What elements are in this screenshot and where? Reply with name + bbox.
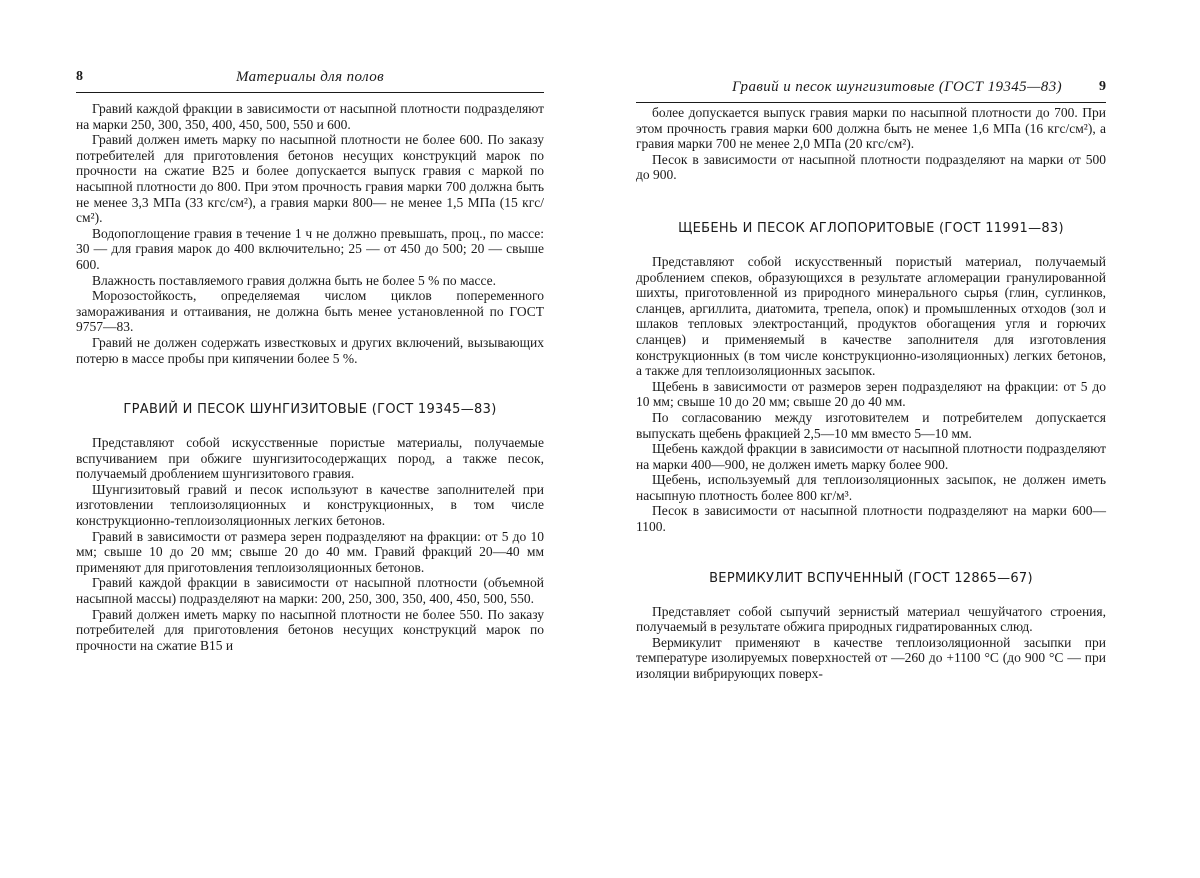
paragraph: Гравий должен иметь марку по насыпной плотности не более 550. По заказу потребителей для приготовления бетонов несущих конструкций марок по прочности на сжатие В15 и	[76, 606, 544, 653]
paragraph: Гравий в зависимости от размера зерен подразделяют на фракции: от 5 до 10 мм; свыше 10 до 20 мм; свыше 20 до 40 мм. Гравий фракций 20—40 мм применяют для приготовления теплоизоляционных бетонов.	[76, 528, 544, 575]
section-heading-agloporit: ЩЕБЕНЬ И ПЕСОК АГЛОПОРИТОВЫЕ (ГОСТ 11991—83)	[678, 220, 1064, 236]
left-top-text	[76, 101, 544, 366]
paragraph: Гравий должен иметь марку по насыпной плотности не более 600. По заказу потребителей для приготовления бетонов несущих конструкций марок по прочности на сжатие В25 и более допускается выпуск гравия с маркой по насыпной плотности до 800. При этом прочность гравия марки 700 должна быть не менее 3,3 МПа (33 кгс/см²), а гравия марки 800— не менее 1,5 МПа (15 кгс/см²).	[76, 132, 544, 226]
paragraph: Влажность поставляемого гравия должна быть не более 5 % по массе.	[92, 272, 497, 288]
paragraph: Гравий каждой фракции в зависимости от насыпной плотности (объемной насыпной массы) подразделяют на марки: 200, 250, 300, 350, 400, 450, 500, 550.	[76, 575, 544, 607]
paragraph: Щебень, используемый для теплоизоляционных засыпок, не должен иметь насыпную плотность более 800 кг/м³.	[636, 472, 1106, 503]
paragraph: Щебень в зависимости от размеров зерен подразделяют на фракции: от 5 до 10 мм; свыше 10 до 20 мм; свыше 20 до 40 мм.	[636, 378, 1106, 410]
right-page	[636, 0, 1106, 878]
right-section2-text	[636, 604, 1106, 682]
right-section1-text	[636, 254, 1106, 535]
right-running-head	[636, 78, 1106, 103]
paragraph: Песок в зависимости от насыпной плотности подразделяют на марки 600—1100.	[636, 503, 1106, 535]
paragraph: Представляет собой сыпучий зернистый материал чешуйчатого строения, получаемый в результате обжига природных гидратированных слюд.	[636, 603, 1106, 635]
section-heading-vermiculite: ВЕРМИКУЛИТ ВСПУЧЕННЫЙ (ГОСТ 12865—67)	[709, 570, 1033, 586]
left-page-number: 8	[76, 69, 83, 84]
right-running-title: Гравий и песок шунгизитовые (ГОСТ 19345—83)	[732, 79, 1062, 95]
paragraph: По согласованию между изготовителем и потребителем допускается выпускать щебень фракцией 2,5—10 мм вместо 5—10 мм.	[636, 409, 1106, 441]
left-page	[76, 0, 544, 878]
section-heading-shungizit: ГРАВИЙ И ПЕСОК ШУНГИЗИТОВЫЕ (ГОСТ 19345—83)	[123, 402, 497, 418]
paragraph: Гравий каждой фракции в зависимости от насыпной плотности подразделяют на марки 250, 300, 350, 400, 450, 500, 550 и 600.	[76, 101, 544, 132]
paragraph: Морозостойкость, определяемая числом циклов попеременного замораживания и оттаивания, не должна быть менее установленной по ГОСТ 9757—83.	[76, 288, 544, 335]
paragraph: Шунгизитовый гравий и песок используют в качестве заполнителей при изготовлении теплоизоляционных и конструкционных, в том числе конструкционно-теплоизоляционных легких бетонов.	[76, 481, 544, 529]
paragraph: Песок в зависимости от насыпной плотности подразделяют на марки от 500 до 900.	[636, 151, 1106, 183]
paragraph: Щебень каждой фракции в зависимости от насыпной плотности подразделяют на марки 400—900, не должен иметь марку более 900.	[636, 441, 1106, 472]
paragraph: более допускается выпуск гравия марки по насыпной плотности до 700. При этом прочность гравия марки 600 должна быть не менее 1,6 МПа (16 кгс/см²), а гравия марки 700 не менее 2,0 МПа (20 кгс/см²).	[636, 105, 1106, 152]
left-running-head	[76, 68, 544, 93]
paragraph: Водопоглощение гравия в течение 1 ч не должно превышать, проц., по массе: 30 — для гравия марок до 400 включительно; 25 — от 450 до 500; 20 — свыше 600.	[76, 225, 544, 272]
paragraph: Представляют собой искусственные пористые материалы, получаемые вспучиванием при обжиге шунгизитосодержащих пород, а также песок, получаемый дроблением шунгизитового гравия.	[76, 435, 544, 482]
paragraph: Вермикулит применяют в качестве теплоизоляционной засыпки при температуре изолируемых поверхностей от —260 до +1100 °С (до 900 °С — при изоляции вибрирующих поверх-	[636, 634, 1106, 682]
paragraph: Гравий не должен содержать известковых и других включений, вызывающих потерю в массе пробы при кипячении более 5 %.	[76, 334, 544, 366]
right-page-number: 9	[1099, 79, 1106, 94]
right-top-text	[636, 105, 1106, 183]
paragraph: Представляют собой искусственный пористый материал, получаемый дроблением спеков, образующихся в результате агломерации гранулированной шихты, приготовленной из природного минерального сырья (глин, суглинков, сланцев, аргиллита, диатомита, трепела, опок) и промышленных отходов (зол и шлаков тепловых электростанций, продуктов обогащения угля и горючих сланцев) и применяемый в качестве заполнителя для изготовления конструкционных (в том числе конструкционно-изоляционных) легких бетонов, а также для теплоизоляционных засыпок.	[636, 253, 1106, 379]
left-running-title: Материалы для полов	[235, 69, 385, 85]
left-section-text	[76, 435, 544, 653]
